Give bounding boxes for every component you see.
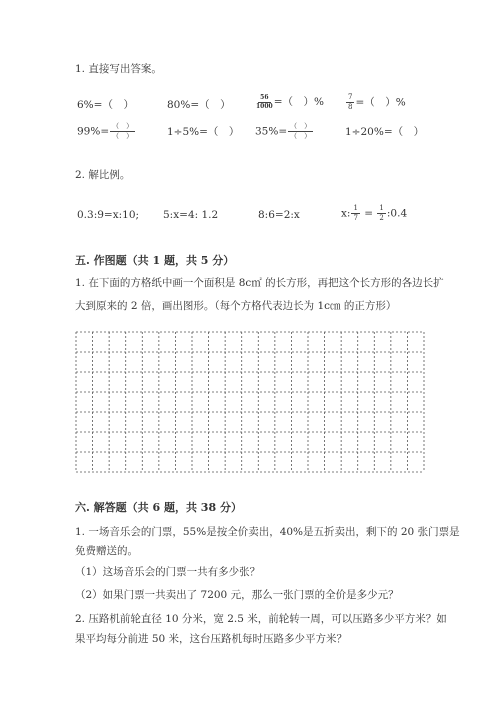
part6-q2-line1: 2. 压路机前轮直径 10 分米，宽 2.5 米，前轮转一周，可以压路多少平方米？如 bbox=[75, 613, 447, 625]
exercise-text: = bbox=[360, 207, 377, 220]
numerator: 1 bbox=[379, 204, 384, 212]
denominator: 2 bbox=[379, 214, 384, 222]
numerator: 1 bbox=[353, 204, 358, 212]
exercise-2a bbox=[77, 123, 136, 140]
exercise-2b: 1÷5%=（ ） bbox=[167, 126, 240, 138]
fraction bbox=[346, 94, 354, 111]
section2-heading: 2. 解比例。 bbox=[75, 169, 131, 181]
section1-heading: 1. 直接写出答案。 bbox=[75, 63, 162, 75]
denominator: 8 bbox=[348, 103, 353, 111]
numerator: （ ） bbox=[290, 122, 312, 130]
exercise-1c bbox=[255, 94, 324, 110]
exercise-2c bbox=[255, 123, 314, 140]
proportion-4 bbox=[341, 205, 407, 222]
proportion-3: 8:6=2:x bbox=[258, 209, 300, 221]
fraction bbox=[110, 123, 135, 140]
part6-q2-line2: 果平均每分前进 50 米，这台压路机每时压路多少平方米？ bbox=[75, 633, 348, 645]
exercise-text: x: bbox=[341, 207, 351, 220]
exercise-1b: 80%=（ ） bbox=[167, 99, 231, 111]
denominator: （ ） bbox=[112, 132, 134, 140]
exercise-text: =（ ）% bbox=[273, 96, 324, 108]
proportion-2: 5:x=4: 1.2 bbox=[163, 209, 219, 221]
part6-q1-sub1: （1）这场音乐会的门票一共有多少张？ bbox=[75, 566, 261, 578]
proportion-1: 0.3:9=x:10; bbox=[77, 209, 140, 221]
grid-paper bbox=[75, 331, 425, 473]
exercise-text: :0.4 bbox=[386, 207, 408, 220]
exercise-1d bbox=[345, 94, 406, 111]
part6-title: 六. 解答题（共 6 题，共 38 分） bbox=[75, 501, 242, 514]
exercise-2d: 1÷20%=（ ） bbox=[345, 126, 425, 138]
denominator: 7 bbox=[353, 214, 358, 222]
fraction bbox=[351, 205, 359, 222]
part5-question-line2: 大到原来的 2 倍，画出图形。（每个方格代表边长为 1c㎝ 的正方形） bbox=[75, 300, 397, 312]
part6-q1-line1: 1. 一场音乐会的门票，55%是按全价卖出，40%是五折卖出，剩下的 20 张门票是 bbox=[75, 526, 460, 538]
fraction bbox=[377, 205, 385, 222]
exercise-1a: 6%=（ ） bbox=[77, 99, 134, 111]
part6-q1-line2: 免费赠送的。 bbox=[75, 545, 138, 557]
numerator: 56 bbox=[260, 93, 269, 101]
fraction bbox=[256, 95, 273, 110]
exercise-text: 35%= bbox=[255, 125, 288, 138]
numerator: 7 bbox=[348, 93, 353, 101]
fraction bbox=[288, 123, 313, 140]
exercise-text: =（ ）% bbox=[355, 96, 406, 109]
denominator: （ ） bbox=[290, 132, 312, 140]
exercise-text: 99%= bbox=[77, 125, 110, 138]
part5-question-line1: 1. 在下面的方格纸中画一个面积是 8c㎡ 的长方形，再把这个长方形的各边长扩 bbox=[75, 277, 444, 289]
numerator: （ ） bbox=[112, 122, 134, 130]
part6-q1-sub2: （2）如果门票一共卖出了 7200 元，那么一张门票的全价是多少元？ bbox=[75, 589, 399, 601]
part5-title: 五. 作图题（共 1 题，共 5 分） bbox=[75, 254, 235, 267]
denominator: 1000 bbox=[256, 102, 273, 110]
